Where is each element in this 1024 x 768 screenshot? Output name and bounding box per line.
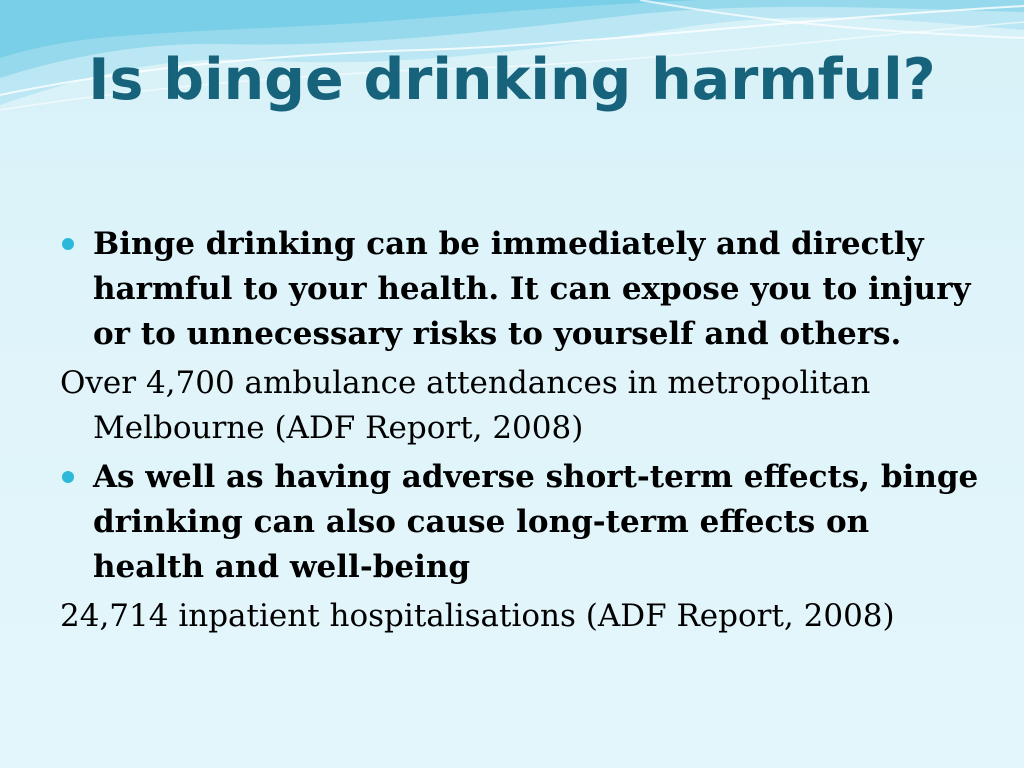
bullet-item-2	[60, 455, 980, 590]
slide-body	[60, 222, 980, 643]
bullet-item-1	[60, 222, 980, 357]
slide-title: Is binge drinking harmful?	[88, 47, 936, 113]
statistic-item-2: 24,714 inpatient hospitalisations (ADF Report, 2008)	[60, 598, 895, 634]
bullet-text: As well as having adverse short-term effects, binge drinking can also cause long-term effects on health and well-being	[93, 459, 979, 585]
bullet-dot-icon	[62, 238, 74, 250]
bullet-text: Binge drinking can be immediately and directly harmful to your health. It can expose you to injury or to unnecessary risks to yourself and others.	[93, 226, 971, 352]
bullet-dot-icon	[62, 471, 74, 483]
statistic-item-1: Over 4,700 ambulance attendances in metropolitan Melbourne (ADF Report, 2008)	[60, 365, 871, 446]
